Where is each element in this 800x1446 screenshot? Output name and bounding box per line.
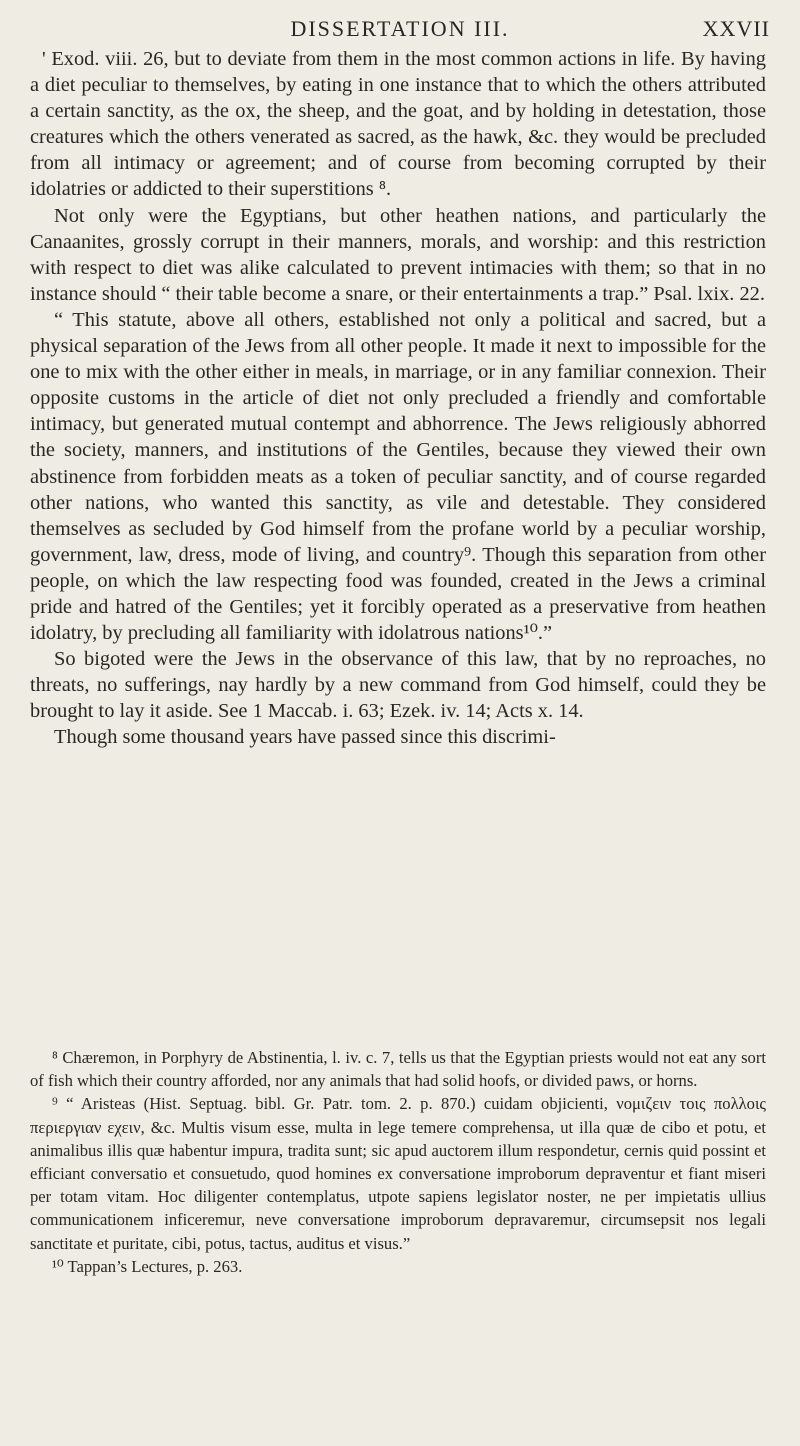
paragraph-2: Not only were the Egyptians, but other heathen nations, and particularly the Canaanites, grossly corrupt in their manners, morals, and worship: and this restriction with respect to diet was alike calculated to prevent intimacies with them; so that in no instance should “ their table become a snare, or their entertainments a trap.” Psal. lxix. 22. [30,204,766,305]
footnotes [30,1046,766,1278]
paragraph-1: ' Exod. viii. 26, but to deviate from them in the most common actions in life. By having a diet peculiar to themselves, by eating in one instance that to which the others attributed a certain sanctity, as the ox, the sheep, and the goat, and by holding in detestation, those creatures which the others venerated as sacred, as the hawk, &c. they would be precluded from all intimacy or agreement; and of course from becoming corrupted by their idolatries or addicted to their superstitions ⁸. [30,48,766,201]
page-header [30,16,770,44]
paragraph-4: So bigoted were the Jews in the observance of this law, that by no reproaches, no threats, no sufferings, nay hardly by a new command from God himself, could they be brought to lay it aside. See 1 Maccab. i. 63; Ezek. iv. 14; Acts x. 14. [30,648,766,723]
footnote-10: ¹⁰ Tappan’s Lectures, p. 263. [52,1256,243,1276]
page-number: XXVII [702,16,770,41]
paragraph-5: Though some thousand years have passed since this discrimi- [54,726,556,749]
running-title: DISSERTATION III. [290,16,510,41]
paragraph-3: “ This statute, above all others, established not only a political and sacred, but a physical separation of the Jews from all other people. It made it next to impossible for the one to mix with the other either in meals, in marriage, or in any familiar connexion. Their opposite customs in the article of diet not only precluded a friendly and comfortable intimacy, but generated mutual contempt and abhorrence. The Jews religiously abhorred the society, manners, and institutions of the Gentiles, because they viewed their own abstinence from forbidden meats as a token of peculiar sanctity, and of course regarded other nations, who wanted this sanctity, as vile and detestable. They considered themselves as secluded by God himself from the profane world by a peculiar worship, government, law, dress, mode of living, and country⁹. Though this separation from other people, on which the law respecting food was founded, created in the Jews a criminal pride and hatred of the Gentiles; yet it forcibly operated as a preservative from heathen idolatry, by precluding all familiarity with idolatrous nations¹⁰.” [30,308,766,645]
footnote-9: ⁹ “ Aristeas (Hist. Septuag. bibl. Gr. Patr. tom. 2. p. 870.) cuidam objicienti, νομιζειν τοις πολλοις περιεργιαν εχειν, &c. Multis visum esse, multa in lege temere comprehensa, ut illa quæ de cibo et potu, et animalibus illis quæ habentur impura, tradita sunt; sic apud auctorem illum respondetur, cernis quid possint et efficiant conversatio et consuetudo, quod homines ex conversatione improborum depraventur et fiant miseri per totam vitam. Hoc diligenter contemplatus, utpote sapiens legislator noster, ne per impietatis ullius communicationem inficeremur, neve conversatione improborum depravaremur, circumsepsit nos legali sanctitate et puritate, cibi, potus, tactus, auditus et visus.” [30,1094,766,1253]
footnote-8: ⁸ Chæremon, in Porphyry de Abstinentia, l. iv. c. 7, tells us that the Egyptian priests would not eat any sort of fish which their country afforded, nor any animals that had solid hoofs, or divided paws, or horns. [30,1048,766,1091]
main-text [30,46,766,751]
